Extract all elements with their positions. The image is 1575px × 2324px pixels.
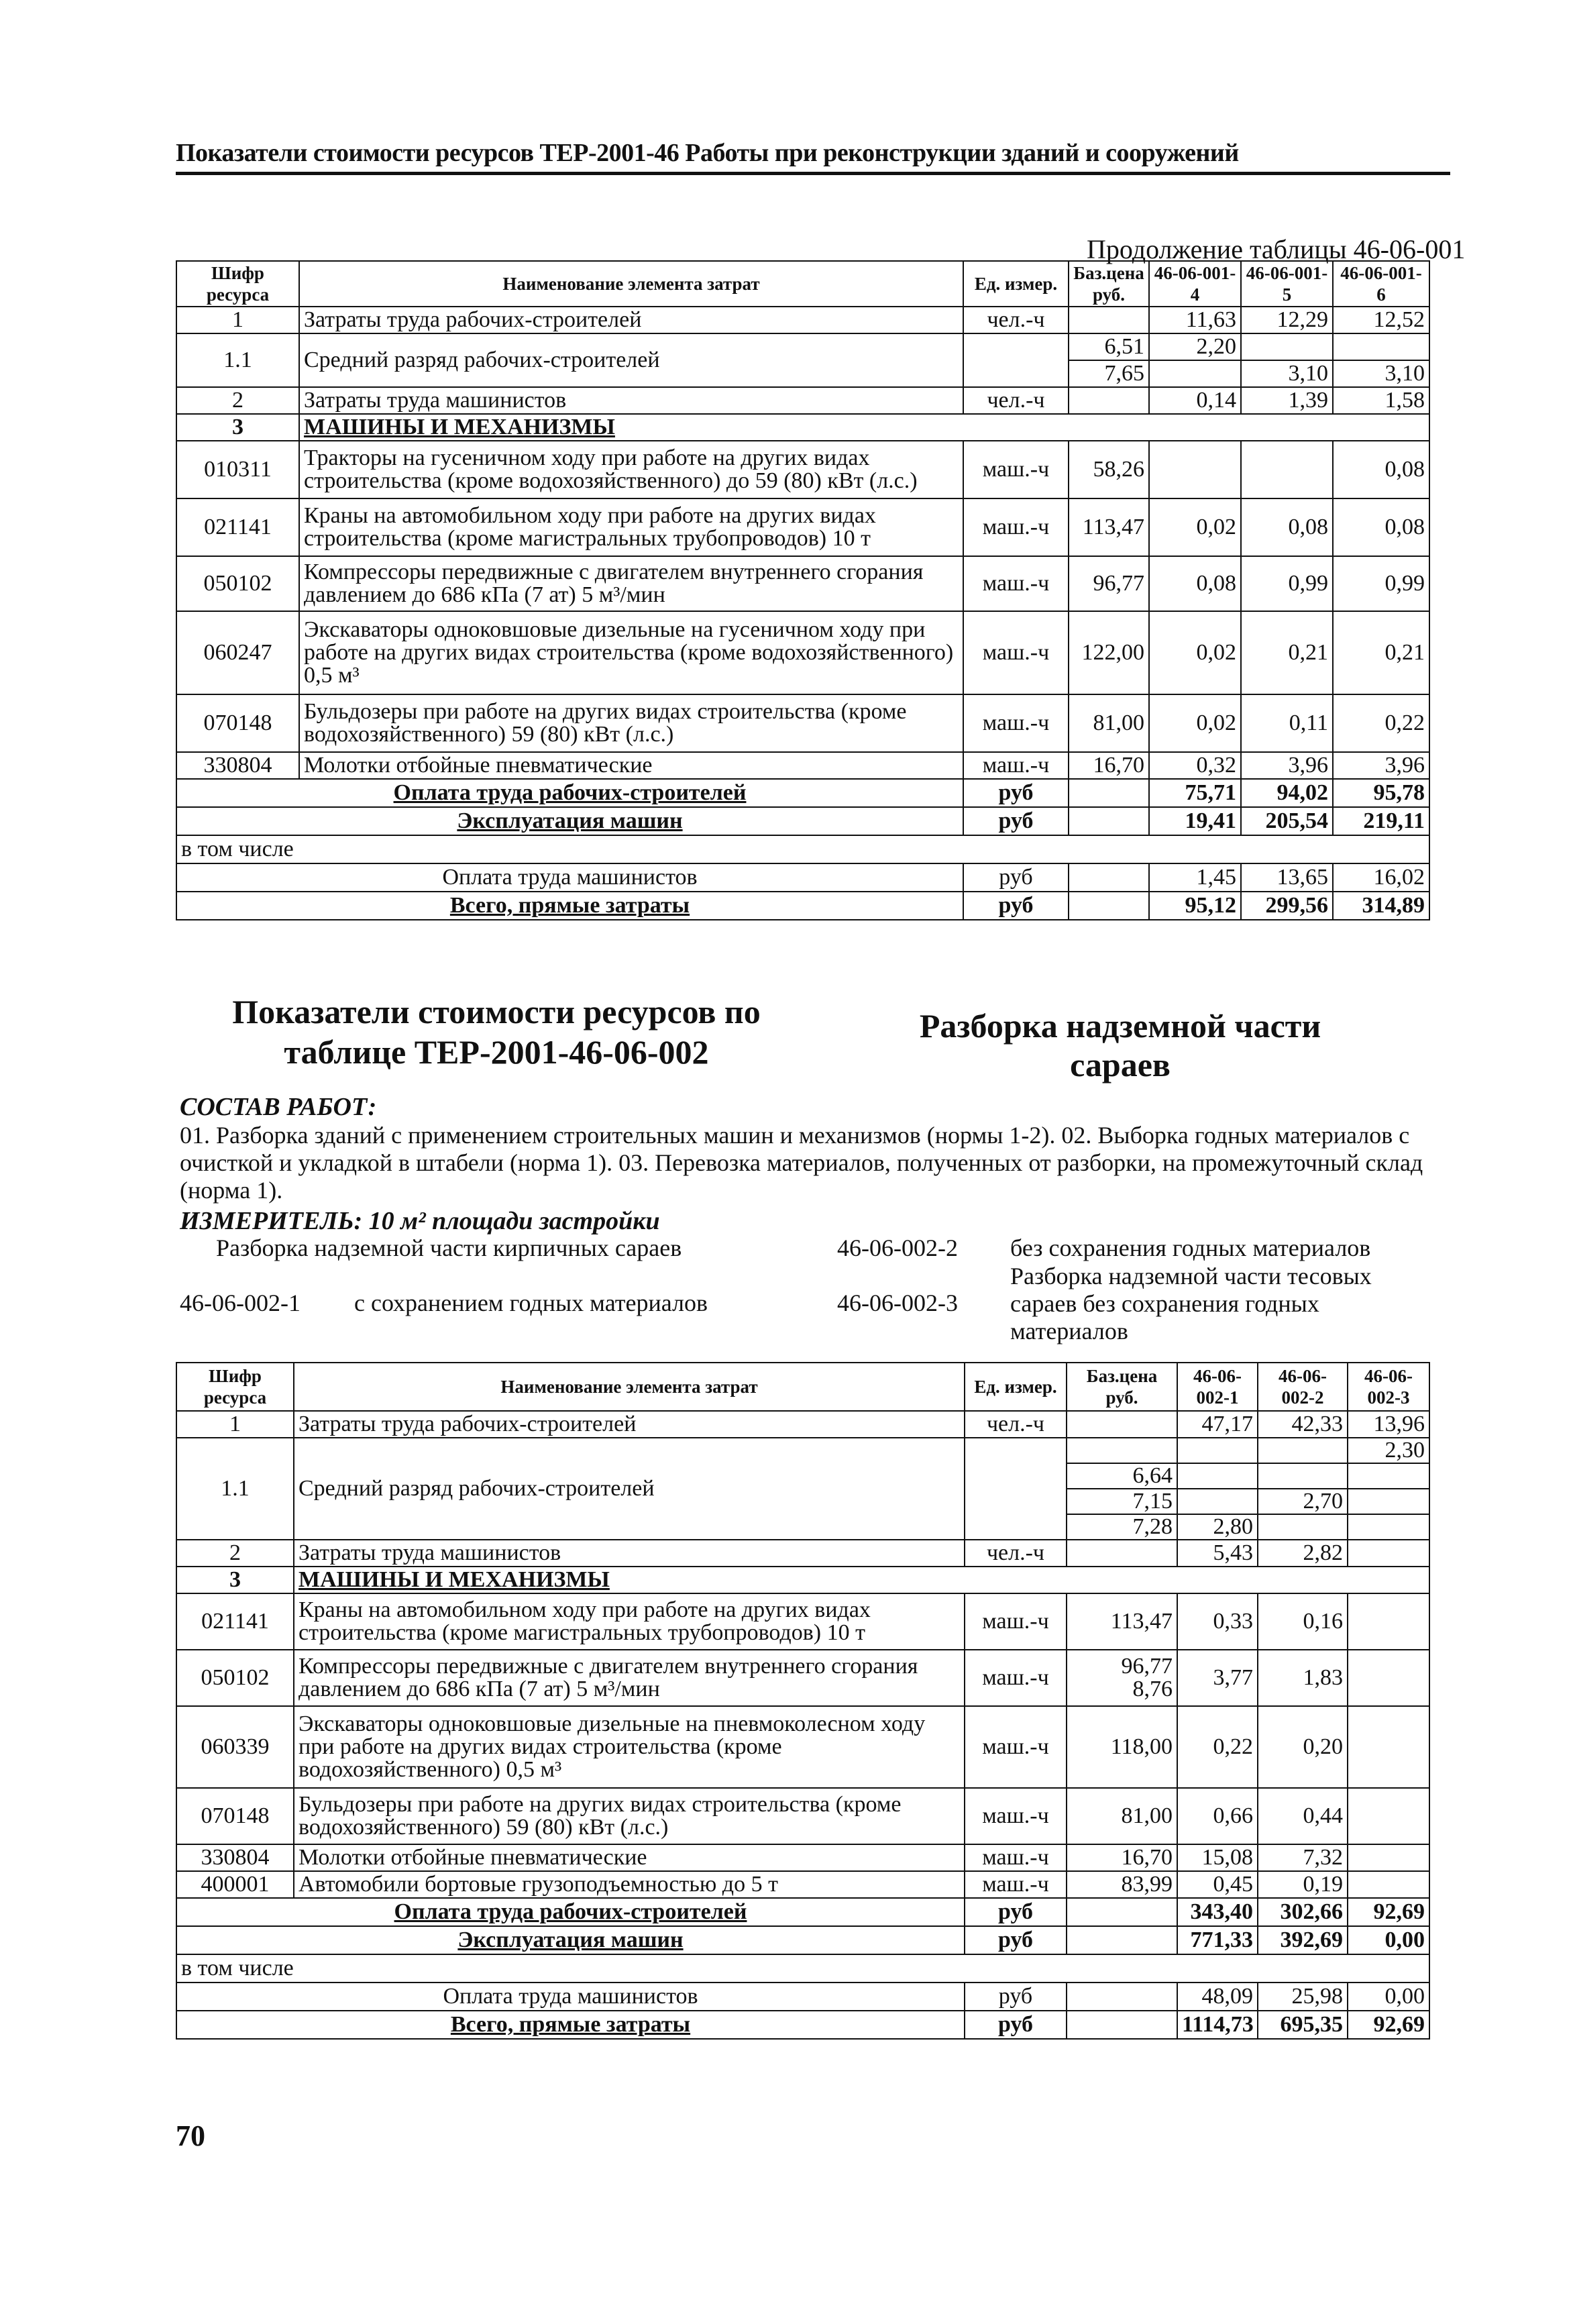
row-value: 0,22 (1177, 1706, 1258, 1788)
total-value: 75,71 (1149, 779, 1241, 807)
row-value: 0,45 (1177, 1871, 1258, 1898)
row-value (1348, 1593, 1429, 1650)
row-name: Тракторы на гусеничном ходу при работе на других видах строительства (кроме водохозяйственного) до 59 (80) кВт (л.с.) (299, 441, 963, 498)
table-header-row (176, 1363, 1429, 1411)
table-row (176, 556, 1429, 611)
row-value: 3,77 (1177, 1650, 1258, 1706)
row-value: 0,08 (1333, 441, 1429, 498)
variant-1-title: Разборка надземной части кирпичных сараев (216, 1234, 682, 1261)
total-row (176, 2011, 1429, 2039)
total-row (176, 1954, 1429, 1983)
row-price (1067, 1540, 1177, 1567)
total-unit: руб (963, 892, 1069, 920)
row-value: 1,39 (1241, 387, 1333, 414)
total-value: 95,12 (1149, 892, 1241, 920)
row-value: 12,29 (1241, 307, 1333, 333)
row-value: 2,82 (1258, 1540, 1348, 1567)
row-name: Компрессоры передвижные с двигателем внутреннего сгорания давлением до 686 кПа (7 ат) 5 м³/мин (294, 1650, 965, 1706)
col-header-1: 46-06-002-1 (1177, 1363, 1258, 1411)
row-name: Экскаваторы одноковшовые дизельные на гусеничном ходу при работе на других видах строительства (кроме водохозяйственного) 0,5 м³ (299, 611, 963, 694)
section-title: Показатели стоимости ресурсов по таблице ТЕР-2001-46-06-002 (232, 993, 761, 1071)
total-row (176, 1983, 1429, 2011)
row-price: 6,64 (1067, 1463, 1177, 1489)
variant-3-title: Разборка надземной части тесовых сараев без сохранения годных материалов (1010, 1263, 1372, 1345)
row-code: 3 (176, 1567, 294, 1593)
row-code: 070148 (176, 1788, 294, 1844)
total-value: 92,69 (1348, 1898, 1429, 1926)
row-code: 3 (176, 414, 299, 441)
row-price: 113,47 (1067, 1593, 1177, 1650)
row-price: 118,00 (1067, 1706, 1177, 1788)
col-price-header: Баз.цена руб. (1069, 261, 1149, 307)
total-price (1069, 892, 1149, 920)
table-row (176, 498, 1429, 556)
continuation-label: Продолжение таблицы 46-06-001 (1087, 234, 1466, 264)
row-price (1067, 1650, 1177, 1706)
col-name-header: Наименование элемента затрат (299, 261, 963, 307)
variant-3-code: 46-06-002-3 (837, 1289, 958, 1316)
row-value: 0,21 (1333, 611, 1429, 694)
row-code: 330804 (176, 1844, 294, 1871)
total-value: 205,54 (1241, 807, 1333, 835)
row-name: Молотки отбойные пневматические (299, 752, 963, 779)
table-row (176, 1411, 1429, 1438)
table-row (176, 611, 1429, 694)
total-price (1067, 1983, 1177, 2011)
row-code: 2 (176, 1540, 294, 1567)
row-code: 010311 (176, 441, 299, 498)
row-price: 83,99 (1067, 1871, 1177, 1898)
row-unit (963, 333, 1069, 387)
total-label: Всего, прямые затраты (176, 2011, 965, 2039)
total-value: 16,02 (1333, 863, 1429, 892)
row-value: 1,83 (1258, 1650, 1348, 1706)
row-price (1069, 307, 1149, 333)
row-name: Затраты труда рабочих-строителей (299, 307, 963, 333)
table-row (176, 441, 1429, 498)
total-label: Оплата труда машинистов (176, 1983, 965, 2011)
row-name: Компрессоры передвижные с двигателем внутреннего сгорания давлением до 686 кПа (7 ат) 5 м³/мин (299, 556, 963, 611)
row-value: 2,70 (1258, 1489, 1348, 1514)
total-price (1069, 863, 1149, 892)
table-row (176, 333, 1429, 360)
row-value: 0,19 (1258, 1871, 1348, 1898)
row-price: 6,51 (1069, 333, 1149, 360)
row-name: Автомобили бортовые грузоподъемностью до 5 т (294, 1871, 965, 1898)
col-header-2: 46-06-001-5 (1241, 261, 1333, 307)
row-value: 3,10 (1241, 360, 1333, 387)
variant-1-text: с сохранением годных материалов (354, 1289, 708, 1316)
row-price: 113,47 (1069, 498, 1149, 556)
row-value (1258, 1514, 1348, 1540)
total-value: 13,65 (1241, 863, 1333, 892)
row-value: 0,99 (1333, 556, 1429, 611)
row-name: Затраты труда рабочих-строителей (294, 1411, 965, 1438)
row-value: 0,21 (1241, 611, 1333, 694)
total-row (176, 892, 1429, 920)
col-header-3: 46-06-001-6 (1333, 261, 1429, 307)
total-value: 219,11 (1333, 807, 1429, 835)
row-price: 7,28 (1067, 1514, 1177, 1540)
row-price (1067, 1411, 1177, 1438)
row-code: 330804 (176, 752, 299, 779)
row-value: 0,16 (1258, 1593, 1348, 1650)
row-value: 0,20 (1258, 1706, 1348, 1788)
work-composition-text: 01. Разборка зданий с применением строительных машин и механизмов (нормы 1-2). 02. Выборка годных материалов с очисткой и укладкой в штабели (норма 1). 03. Перевозка материалов, полученных от разборки, на промежуточный склад (норма 1). (180, 1122, 1423, 1204)
row-unit: чел.-ч (965, 1540, 1067, 1567)
row-price: 96,77 (1069, 556, 1149, 611)
total-value: 92,69 (1348, 2011, 1429, 2039)
row-value: 0,02 (1149, 611, 1241, 694)
row-value (1177, 1438, 1258, 1463)
variant-2-text: без сохранения годных материалов (1010, 1234, 1371, 1261)
total-value: 19,41 (1149, 807, 1241, 835)
table-row (176, 1871, 1429, 1898)
row-unit: маш.-ч (963, 694, 1069, 752)
row-code: 2 (176, 387, 299, 414)
total-label: Всего, прямые затраты (176, 892, 963, 920)
col-code-header: Шифр ресурса (176, 261, 299, 307)
table-row (176, 694, 1429, 752)
table-row (176, 1706, 1429, 1788)
row-value (1149, 441, 1241, 498)
total-label: Оплата труда машинистов (176, 863, 963, 892)
row-name: Затраты труда машинистов (294, 1540, 965, 1567)
row-price: 81,00 (1067, 1788, 1177, 1844)
col-header-2: 46-06-002-2 (1258, 1363, 1348, 1411)
total-row (176, 779, 1429, 807)
row-value (1258, 1438, 1348, 1463)
row-unit: маш.-ч (965, 1593, 1067, 1650)
total-value: 695,35 (1258, 2011, 1348, 2039)
row-unit: маш.-ч (965, 1706, 1067, 1788)
section-title: МАШИНЫ И МЕХАНИЗМЫ (294, 1567, 1429, 1593)
row-value (1258, 1463, 1348, 1489)
row-value (1348, 1844, 1429, 1871)
total-unit: руб (963, 807, 1069, 835)
table-row (176, 752, 1429, 779)
total-label: Эксплуатация машин (176, 1926, 965, 1954)
row-value: 3,96 (1333, 752, 1429, 779)
total-value: 314,89 (1333, 892, 1429, 920)
row-value: 0,08 (1241, 498, 1333, 556)
row-unit (965, 1438, 1067, 1540)
col-code-header: Шифр ресурса (176, 1363, 294, 1411)
row-code: 050102 (176, 556, 299, 611)
total-value: 0,00 (1348, 1926, 1429, 1954)
row-code: 050102 (176, 1650, 294, 1706)
total-price (1069, 807, 1149, 835)
col-header-1: 46-06-001-4 (1149, 261, 1241, 307)
table-row (176, 307, 1429, 333)
row-value (1348, 1514, 1429, 1540)
row-value: 0,02 (1149, 694, 1241, 752)
row-name: Средний разряд рабочих-строителей (299, 333, 963, 387)
row-code: 060339 (176, 1706, 294, 1788)
total-value: 1114,73 (1177, 2011, 1258, 2039)
row-value (1348, 1650, 1429, 1706)
row-price (1067, 1438, 1177, 1463)
row-value: 0,33 (1177, 1593, 1258, 1650)
total-label: Эксплуатация машин (176, 807, 963, 835)
row-value: 0,02 (1149, 498, 1241, 556)
row-value: 0,32 (1149, 752, 1241, 779)
row-unit: маш.-ч (965, 1788, 1067, 1844)
row-price: 16,70 (1069, 752, 1149, 779)
work-composition-heading: СОСТАВ РАБОТ: (180, 1093, 377, 1121)
row-value (1348, 1706, 1429, 1788)
row-name: Затраты труда машинистов (299, 387, 963, 414)
total-value: 1,45 (1149, 863, 1241, 892)
table-row (176, 1438, 1429, 1463)
row-value: 11,63 (1149, 307, 1241, 333)
row-name: Молотки отбойные пневматические (294, 1844, 965, 1871)
row-value: 13,96 (1348, 1411, 1429, 1438)
row-code: 021141 (176, 498, 299, 556)
row-code: 1.1 (176, 1438, 294, 1540)
row-price: 7,15 (1067, 1489, 1177, 1514)
row-value: 2,30 (1348, 1438, 1429, 1463)
total-unit: руб (965, 1983, 1067, 2011)
row-unit: маш.-ч (963, 752, 1069, 779)
row-value: 1,58 (1333, 387, 1429, 414)
row-price-line: 8,76 (1132, 1677, 1173, 1701)
row-value: 15,08 (1177, 1844, 1258, 1871)
total-value: 771,33 (1177, 1926, 1258, 1954)
row-code: 400001 (176, 1871, 294, 1898)
row-unit: маш.-ч (963, 441, 1069, 498)
row-value (1348, 1540, 1429, 1567)
total-row (176, 835, 1429, 863)
row-price: 81,00 (1069, 694, 1149, 752)
running-head: Показатели стоимости ресурсов ТЕР-2001-46 Работы при реконструкции зданий и сооружений (176, 139, 1239, 167)
total-value: 302,66 (1258, 1898, 1348, 1926)
row-unit: маш.-ч (963, 498, 1069, 556)
total-price (1067, 1898, 1177, 1926)
total-value: 392,69 (1258, 1926, 1348, 1954)
section-row (176, 1567, 1429, 1593)
table-header-row (176, 261, 1429, 307)
col-price-header: Баз.цена руб. (1067, 1363, 1177, 1411)
row-value: 2,80 (1177, 1514, 1258, 1540)
row-value: 42,33 (1258, 1411, 1348, 1438)
including-label: в том числе (176, 835, 1429, 863)
row-value: 3,96 (1241, 752, 1333, 779)
total-row (176, 807, 1429, 835)
total-value: 0,00 (1348, 1983, 1429, 2011)
table-row (176, 1844, 1429, 1871)
row-value: 0,66 (1177, 1788, 1258, 1844)
row-price (1069, 387, 1149, 414)
row-value (1333, 333, 1429, 360)
row-value: 7,32 (1258, 1844, 1348, 1871)
total-unit: руб (965, 1898, 1067, 1926)
row-unit: чел.-ч (963, 307, 1069, 333)
row-value (1348, 1871, 1429, 1898)
row-value: 5,43 (1177, 1540, 1258, 1567)
col-name-header: Наименование элемента затрат (294, 1363, 965, 1411)
table-row (176, 387, 1429, 414)
section-row (176, 414, 1429, 441)
row-value: 3,10 (1333, 360, 1429, 387)
total-value: 48,09 (1177, 1983, 1258, 2011)
table-row (176, 1593, 1429, 1650)
total-price (1067, 1926, 1177, 1954)
header-rule (176, 172, 1450, 175)
total-price (1067, 2011, 1177, 2039)
row-code: 060247 (176, 611, 299, 694)
section-title: МАШИНЫ И МЕХАНИЗМЫ (299, 414, 1429, 441)
row-unit: маш.-ч (965, 1844, 1067, 1871)
row-name: Бульдозеры при работе на других видах строительства (кроме водохозяйственного) 59 (80) кВт (л.с.) (299, 694, 963, 752)
row-value: 0,44 (1258, 1788, 1348, 1844)
col-header-3: 46-06-002-3 (1348, 1363, 1429, 1411)
row-value: 12,52 (1333, 307, 1429, 333)
row-unit: маш.-ч (963, 556, 1069, 611)
row-value: 0,11 (1241, 694, 1333, 752)
row-price: 7,65 (1069, 360, 1149, 387)
section-subtitle: Разборка надземной части сараев (919, 1007, 1321, 1084)
total-unit: руб (965, 1926, 1067, 1954)
row-value: 0,08 (1149, 556, 1241, 611)
meter-label: ИЗМЕРИТЕЛЬ: 10 м² площади застройки (180, 1207, 660, 1235)
total-unit: руб (965, 2011, 1067, 2039)
col-unit-header: Ед. измер. (965, 1363, 1067, 1411)
resource-table-001 (176, 260, 1430, 920)
row-unit: маш.-ч (965, 1871, 1067, 1898)
row-value (1177, 1489, 1258, 1514)
row-value: 0,99 (1241, 556, 1333, 611)
row-price: 58,26 (1069, 441, 1149, 498)
total-unit: руб (963, 779, 1069, 807)
row-value: 0,08 (1333, 498, 1429, 556)
page-number: 70 (176, 2119, 205, 2152)
table-row (176, 1788, 1429, 1844)
variant-1-code: 46-06-002-1 (180, 1289, 301, 1316)
total-unit: руб (963, 863, 1069, 892)
row-price: 122,00 (1069, 611, 1149, 694)
total-label: Оплата труда рабочих-строителей (176, 1898, 965, 1926)
row-code: 1 (176, 307, 299, 333)
row-code: 1.1 (176, 333, 299, 387)
table-row (176, 1540, 1429, 1567)
row-price: 16,70 (1067, 1844, 1177, 1871)
total-price (1069, 779, 1149, 807)
row-unit: чел.-ч (963, 387, 1069, 414)
row-value: 2,20 (1149, 333, 1241, 360)
row-value (1241, 333, 1333, 360)
row-value (1177, 1463, 1258, 1489)
row-value (1348, 1788, 1429, 1844)
row-unit: маш.-ч (963, 611, 1069, 694)
row-value (1348, 1489, 1429, 1514)
row-value: 47,17 (1177, 1411, 1258, 1438)
row-name: Средний разряд рабочих-строителей (294, 1438, 965, 1540)
total-row (176, 1926, 1429, 1954)
row-name: Краны на автомобильном ходу при работе на других видах строительства (кроме магистральных трубопроводов) 10 т (299, 498, 963, 556)
row-name: Краны на автомобильном ходу при работе на других видах строительства (кроме магистральных трубопроводов) 10 т (294, 1593, 965, 1650)
total-value: 95,78 (1333, 779, 1429, 807)
total-value: 25,98 (1258, 1983, 1348, 2011)
table-row (176, 1650, 1429, 1706)
total-row (176, 1898, 1429, 1926)
total-value: 299,56 (1241, 892, 1333, 920)
total-row (176, 863, 1429, 892)
row-value (1149, 360, 1241, 387)
row-value: 0,14 (1149, 387, 1241, 414)
row-value (1348, 1463, 1429, 1489)
row-name: Экскаваторы одноковшовые дизельные на пневмоколесном ходу при работе на других видах строительства (кроме водохозяйственного) 0,5 м³ (294, 1706, 965, 1788)
row-code: 1 (176, 1411, 294, 1438)
row-name: Бульдозеры при работе на других видах строительства (кроме водохозяйственного) 59 (80) кВт (л.с.) (294, 1788, 965, 1844)
row-code: 021141 (176, 1593, 294, 1650)
row-unit: чел.-ч (965, 1411, 1067, 1438)
row-price-line: 96,77 (1121, 1654, 1173, 1679)
total-value: 94,02 (1241, 779, 1333, 807)
col-unit-header: Ед. измер. (963, 261, 1069, 307)
row-code: 070148 (176, 694, 299, 752)
resource-table-002 (176, 1362, 1430, 2040)
row-value: 0,22 (1333, 694, 1429, 752)
including-label: в том числе (176, 1954, 1429, 1983)
variant-2-code: 46-06-002-2 (837, 1234, 958, 1261)
total-label: Оплата труда рабочих-строителей (176, 779, 963, 807)
row-unit: маш.-ч (965, 1650, 1067, 1706)
row-value (1241, 441, 1333, 498)
total-value: 343,40 (1177, 1898, 1258, 1926)
